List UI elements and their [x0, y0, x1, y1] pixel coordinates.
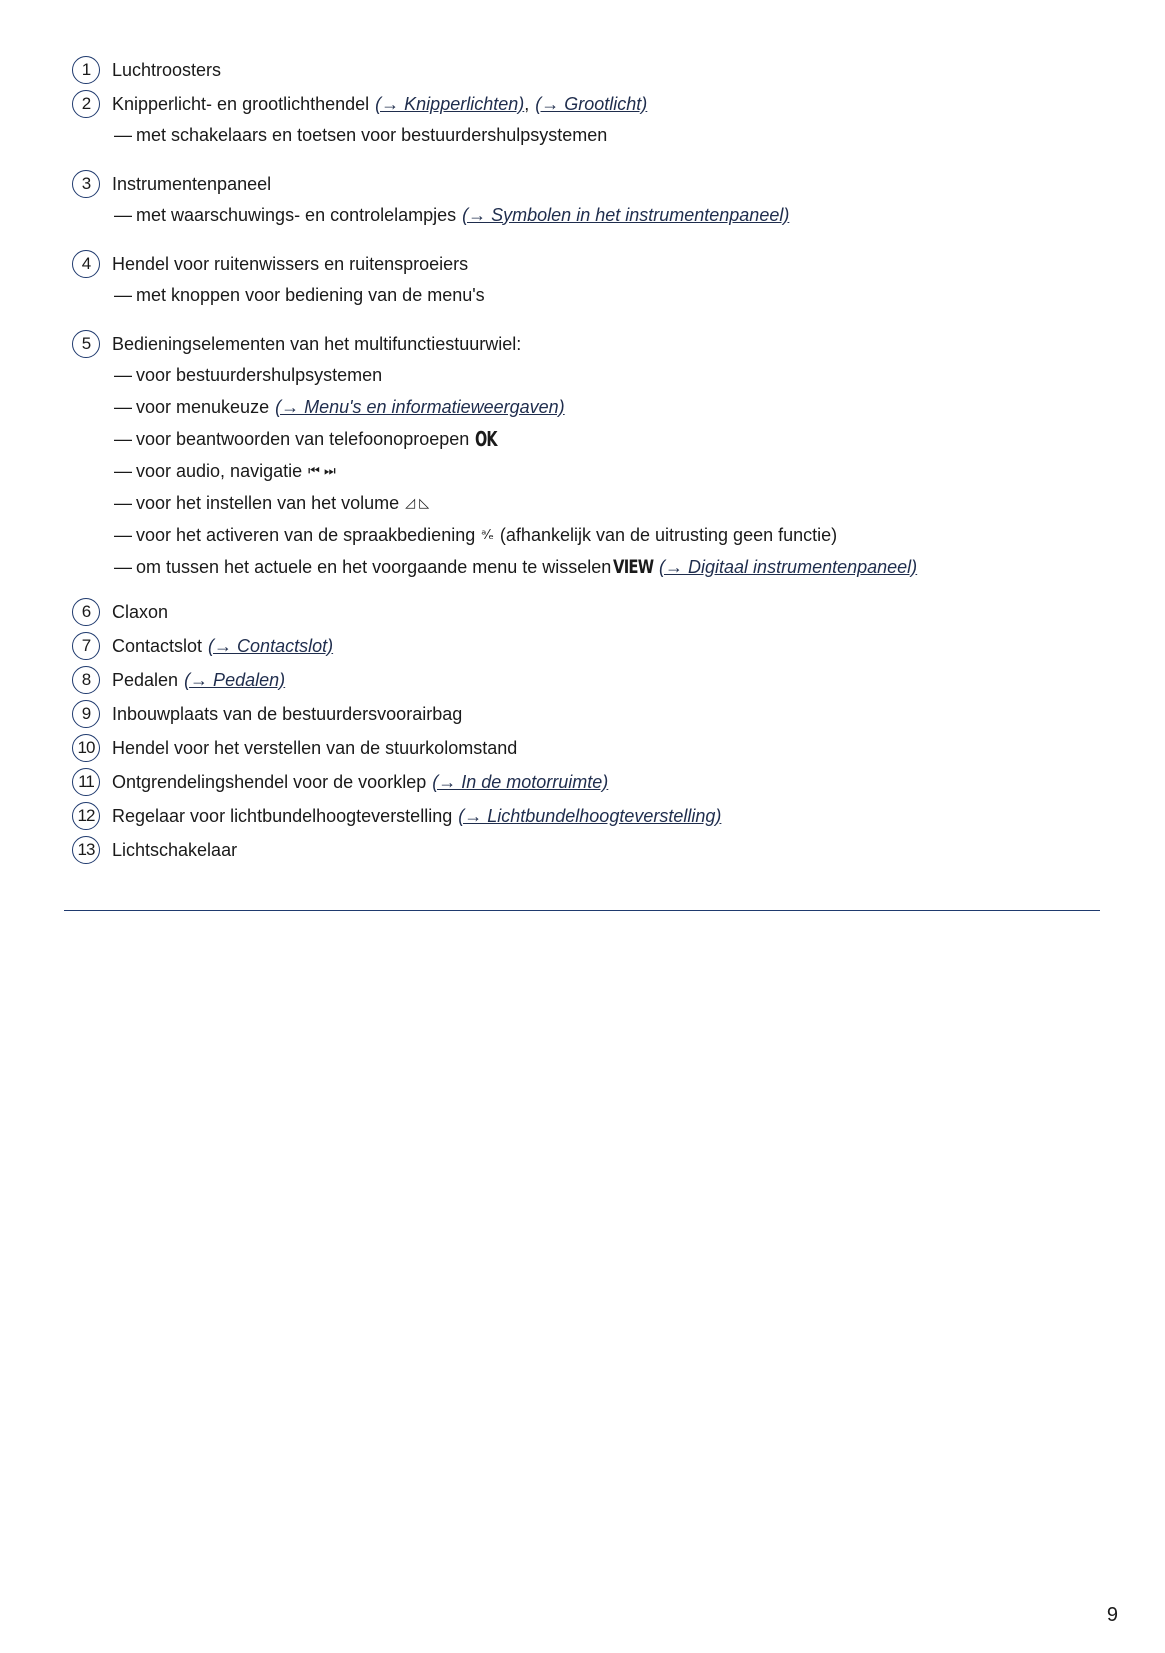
separator: ,	[524, 93, 530, 114]
link-lichtbundelhoogteverstelling[interactable]: (→ Lichtbundelhoogteverstelling)	[458, 805, 722, 826]
item-number-badge: 4	[72, 250, 100, 278]
sub-item-text: voor menukeuze	[136, 396, 270, 417]
sub-item	[72, 199, 1102, 231]
item-number-badge: 8	[72, 666, 100, 694]
item-label: Lichtschakelaar	[112, 839, 238, 860]
legend-item-5	[72, 329, 1102, 359]
item-label: Regelaar voor lichtbundelhoogteverstelling	[112, 805, 453, 826]
dash: —	[114, 204, 132, 225]
item-label: Knipperlicht- en grootlichthendel	[112, 93, 370, 114]
sub-item	[72, 279, 1102, 311]
item-label: Luchtroosters	[112, 59, 222, 80]
dash: —	[114, 364, 132, 385]
link-menus-informatieweergaven[interactable]: (→ Menu's en informatieweergaven)	[275, 396, 565, 417]
link-in-de-motorruimte[interactable]: (→ In de motorruimte)	[432, 771, 609, 792]
legend-item-11	[72, 767, 1102, 797]
page-number: 9	[1106, 1604, 1118, 1626]
item-number-badge: 11	[72, 768, 100, 796]
legend-item-1	[72, 55, 1102, 85]
dash: —	[114, 284, 132, 305]
item-number-badge: 2	[72, 90, 100, 118]
legend-item-2	[72, 89, 1102, 119]
item-label: Claxon	[112, 601, 169, 622]
sub-item	[72, 359, 1102, 391]
sub-item-text: voor audio, navigatie	[136, 460, 303, 481]
item-number-badge: 1	[72, 56, 100, 84]
legend-item-10	[72, 733, 1102, 763]
item-label: Inbouwplaats van de bestuurdersvoorairbag	[112, 703, 463, 724]
dash: —	[114, 556, 132, 577]
sub-item-text: met knoppen voor bediening van de menu's	[136, 284, 485, 305]
skip-prev-next-icon: ⏮ ⏭	[308, 463, 336, 479]
sub-item	[72, 423, 1102, 455]
sub-item-note: (afhankelijk van de uitrusting geen functie)	[499, 524, 838, 545]
link-contactslot[interactable]: (→ Contactslot)	[208, 635, 334, 656]
legend-item-3	[72, 169, 1102, 199]
sub-item	[72, 487, 1102, 519]
sub-item-text: voor bestuurdershulpsystemen	[136, 364, 383, 385]
legend-item-13	[72, 835, 1102, 865]
sub-item	[72, 391, 1102, 423]
legend-list	[72, 55, 1102, 865]
sub-item	[72, 551, 1102, 583]
item-label: Ontgrendelingshendel voor de voorklep	[112, 771, 427, 792]
item-label: Pedalen	[112, 669, 179, 690]
item-label: Bedieningselementen van het multifunctiestuurwiel:	[112, 333, 522, 354]
item-label: Hendel voor het verstellen van de stuurkolomstand	[112, 737, 518, 758]
dash: —	[114, 524, 132, 545]
legend-item-6	[72, 597, 1102, 627]
sub-item-text: voor beantwoorden van telefoonoproepen	[136, 428, 470, 449]
dash: —	[114, 124, 132, 145]
item-number-badge: 6	[72, 598, 100, 626]
legend-item-8	[72, 665, 1102, 695]
sub-item	[72, 519, 1102, 551]
item-number-badge: 12	[72, 802, 100, 830]
item-number-badge: 7	[72, 632, 100, 660]
sub-item	[72, 455, 1102, 487]
link-pedalen[interactable]: (→ Pedalen)	[184, 669, 286, 690]
voice-control-icon: ᵃ⁄ₑ	[481, 527, 494, 543]
view-icon: VIEW	[613, 556, 654, 578]
item-number-badge: 3	[72, 170, 100, 198]
item-number-badge: 5	[72, 330, 100, 358]
item-label: Hendel voor ruitenwissers en ruitensproeiers	[112, 253, 469, 274]
dash: —	[114, 428, 132, 449]
ok-icon: OK	[475, 427, 498, 451]
dash: —	[114, 492, 132, 513]
legend-item-4	[72, 249, 1102, 279]
sub-item-text: met waarschuwings- en controlelampjes	[136, 204, 457, 225]
sub-item-text: voor het instellen van het volume	[136, 492, 400, 513]
sub-item	[72, 119, 1102, 151]
sub-item-text: voor het activeren van de spraakbediening	[136, 524, 476, 545]
item-number-badge: 9	[72, 700, 100, 728]
volume-icon: ◿ ◺	[405, 495, 430, 511]
dash: —	[114, 460, 132, 481]
link-symbolen-instrumentenpaneel[interactable]: (→ Symbolen in het instrumentenpaneel)	[462, 204, 790, 225]
legend-item-7	[72, 631, 1102, 661]
link-grootlicht[interactable]: (→ Grootlicht)	[535, 93, 648, 114]
item-number-badge: 10	[72, 734, 100, 762]
link-knipperlichten[interactable]: (→ Knipperlichten)	[375, 93, 525, 114]
link-digitaal-instrumentenpaneel[interactable]: (→ Digitaal instrumentenpaneel)	[659, 556, 918, 577]
section-divider	[64, 910, 1100, 911]
sub-item-text: met schakelaars en toetsen voor bestuurdershulpsystemen	[136, 124, 608, 145]
item-label: Instrumentenpaneel	[112, 173, 272, 194]
dash: —	[114, 396, 132, 417]
legend-item-12	[72, 801, 1102, 831]
item-label: Contactslot	[112, 635, 203, 656]
legend-item-9	[72, 699, 1102, 729]
sub-item-text: om tussen het actuele en het voorgaande menu te wisselen	[136, 556, 612, 577]
item-number-badge: 13	[72, 836, 100, 864]
